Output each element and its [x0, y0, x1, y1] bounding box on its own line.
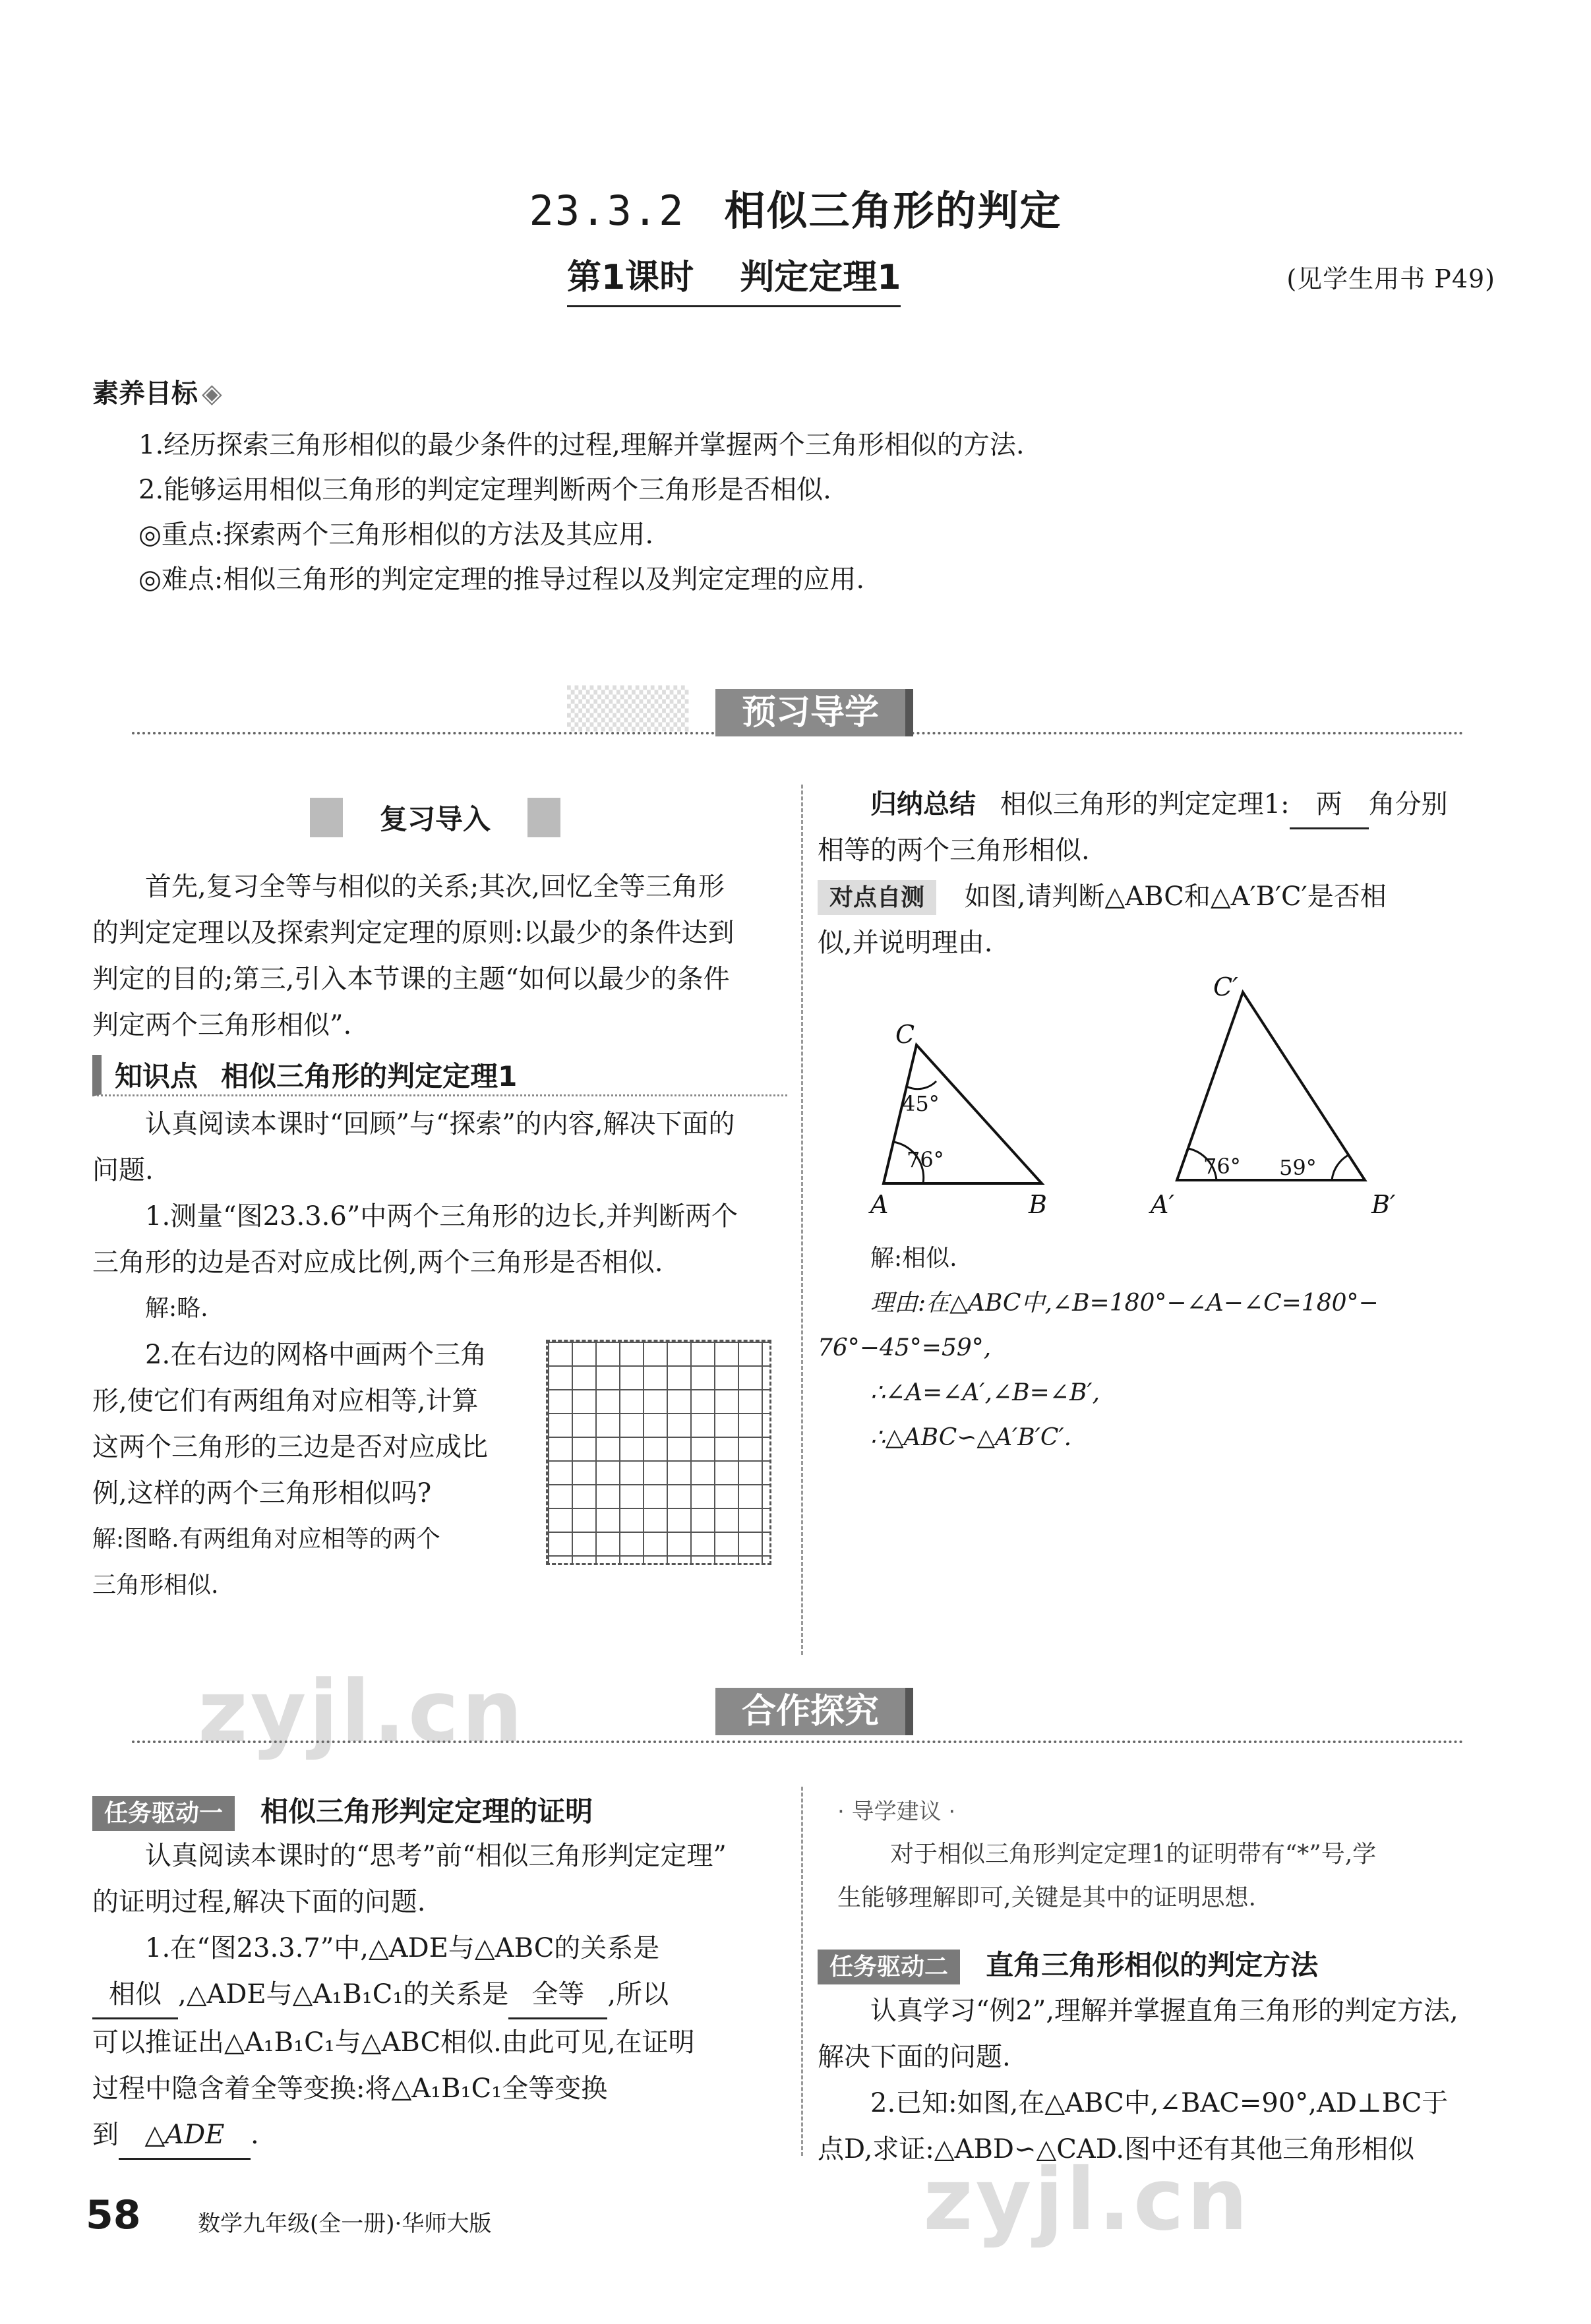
divider-line-2: [132, 1741, 1464, 1743]
task-1-heading: [92, 1790, 593, 1830]
summary-blank: 两: [1290, 781, 1369, 829]
question-2-line-4: 例,这样的两个三角形相似吗?: [92, 1478, 432, 1508]
lesson-subtitle: [567, 249, 901, 307]
review-line-2: 的判定定理以及探索判定定理的原则:以最少的条件达到: [92, 918, 735, 948]
blank-2: 全等: [508, 1971, 607, 2019]
summary-text-3: 相等的两个三角形相似.: [818, 835, 1090, 866]
answer-1: 解:略.: [145, 1295, 208, 1322]
summary-text-1: 相似三角形的判定定理1:: [1000, 789, 1290, 819]
goal-item-2: 2.能够运用相似三角形的判定定理判断两个三角形是否相似.: [138, 475, 831, 505]
question-2-line-3: 这两个三角形的三边是否对应成比: [92, 1432, 488, 1462]
task-1-body: [92, 1833, 778, 2160]
self-test-q2: 似,并说明理由.: [818, 928, 993, 958]
answer-2-line-1: 解:图略.有两组角对应相等的两个: [92, 1526, 440, 1553]
task-2-line-4: 点D,求证:△ABD∽△CAD.图中还有其他三角形相似: [818, 2134, 1415, 2164]
angle-c-arc: [907, 1081, 936, 1089]
blank-3: △ADE: [119, 2112, 251, 2160]
knowledge-heading: [92, 1055, 787, 1096]
label-c: C: [895, 1020, 915, 1049]
triangle-abc-prime: [1177, 992, 1365, 1180]
solution-reason-1: 理由:在△ABC中,∠B=180°−∠A−∠C=180°−: [870, 1290, 1379, 1317]
solution-reason-2: 76°−45°=59°,: [818, 1334, 992, 1361]
banner-cooperate: 合作探究: [715, 1688, 913, 1735]
banner-shadow: ▒▒▒▒: [567, 686, 689, 732]
solution-reason-3: ∴∠A=∠A′,∠B=∠B′,: [870, 1379, 1100, 1406]
review-line-4: 判定两个三角形相似”.: [92, 1010, 352, 1040]
question-2-line-2: 形,使它们有两组角对应相等,计算: [92, 1386, 479, 1416]
column-separator: [801, 785, 803, 1655]
knowledge-title: 相似三角形的判定定理1: [221, 1060, 518, 1092]
task-1-tag: 任务驱动一: [92, 1796, 235, 1831]
angle-b-prime-arc: [1332, 1155, 1348, 1180]
question-1b: 三角形的边是否对应成比例,两个三角形是否相似.: [92, 1247, 663, 1278]
drawing-grid: [546, 1340, 771, 1565]
answer-2-line-2: 三角形相似.: [92, 1572, 219, 1599]
guide-line-1: 对于相似三角形判定定理1的证明带有“*”号,学: [890, 1841, 1377, 1868]
review-line-1: 首先,复习全等与相似的关系;其次,回忆全等三角形: [145, 872, 725, 902]
self-test-q1: 如图,请判断△ABC和△A′B′C′是否相: [964, 881, 1387, 912]
watermark-bottom: zyjl.cn: [923, 2149, 1251, 2250]
angle-a-label: 76°: [907, 1147, 944, 1172]
difficult-point: ◎难点:相似三角形的判定定理的推导过程以及判定定理的应用.: [138, 564, 865, 595]
guide-text: [818, 1833, 1503, 1920]
task-2-tag: 任务驱动二: [818, 1950, 960, 1984]
task-1-intro-2: 的证明过程,解决下面的问题.: [92, 1887, 426, 1917]
guide-line-2: 生能够理解即可,关键是其中的证明思想.: [837, 1884, 1256, 1911]
banner-preview: 预习导学: [715, 689, 913, 736]
goals-heading-text: 素养目标: [92, 378, 198, 409]
angle-b-prime-label: 59°: [1279, 1155, 1317, 1180]
question-1a: 1.测量“图23.3.6”中两个三角形的边长,并判断两个: [145, 1201, 738, 1232]
task-2-line-1: 认真学习“例2”,理解并掌握直角三角形的判定方法,: [870, 1996, 1458, 2026]
label-b: B: [1029, 1190, 1047, 1219]
knowledge-intro-1: 认真阅读本课时“回顾”与“探索”的内容,解决下面的: [145, 1109, 735, 1139]
self-test-solution: [818, 1236, 1503, 1460]
task-1-line-5b: .: [251, 2120, 259, 2150]
knowledge-label: 知识点: [115, 1060, 198, 1092]
guide-label: · 导学建议 ·: [837, 1799, 956, 1825]
book-title: 数学九年级(全一册)·华师大版: [198, 2211, 492, 2237]
label-b-prime: B′: [1371, 1190, 1396, 1219]
lesson-label: 第1课时: [567, 258, 694, 297]
triangle-figure: [818, 969, 1503, 1226]
section-number: 23.3.2: [529, 187, 685, 235]
task-2-heading: [818, 1944, 1318, 1983]
summary: [870, 781, 1503, 829]
page-number: 58: [86, 2192, 141, 2238]
lesson-title: 判定定理1: [740, 258, 901, 297]
self-test: [818, 874, 1503, 921]
angle-c-label: 45°: [902, 1091, 940, 1116]
angle-a-prime-label: 76°: [1203, 1154, 1241, 1179]
task-1-line-2b: ,所以: [607, 1979, 669, 2010]
knowledge-body: [92, 1101, 778, 1332]
task-1-line-5a: 到: [92, 2120, 119, 2150]
self-test-label: 对点自测: [818, 880, 936, 915]
task-1-line-1: 1.在“图23.3.7”中,△ADE与△ABC的关系是: [145, 1933, 660, 1963]
task-1-title: 相似三角形判定定理的证明: [260, 1795, 593, 1828]
goal-item-1: 1.经历探索三角形相似的最少条件的过程,理解并掌握两个三角形相似的方法.: [138, 430, 1025, 460]
column-separator-2: [801, 1787, 803, 2156]
task-2-line-2: 解决下面的问题.: [818, 2042, 1011, 2072]
summary-label: 归纳总结: [870, 789, 976, 819]
summary-text-2: 角分别: [1368, 789, 1448, 819]
question-2-line-1: 2.在右边的网格中画两个三角: [145, 1340, 487, 1370]
task-2-line-3: 2.已知:如图,在△ABC中,∠BAC=90°,AD⊥BC于: [870, 2088, 1449, 2118]
section-title: [0, 178, 1591, 237]
solution-reason-4: ∴△ABC∽△A′B′C′.: [870, 1424, 1072, 1451]
knowledge-intro-2: 问题.: [92, 1155, 154, 1185]
watermark-top: zyjl.cn: [198, 1661, 525, 1762]
task-2-title: 直角三角形相似的判定方法: [986, 1949, 1319, 1981]
task-1-line-3: 可以推证出△A₁B₁C₁与△ABC相似.由此可见,在证明: [92, 2027, 695, 2058]
label-c-prime: C′: [1213, 972, 1238, 1001]
task-1-line-4: 过程中隐含着全等变换:将△A₁B₁C₁全等变换: [92, 2073, 608, 2104]
review-heading: 复习导入: [310, 798, 560, 837]
goals-heading: [92, 372, 222, 410]
review-line-3: 判定的目的;第三,引入本节课的主题“如何以最少的条件: [92, 964, 730, 994]
diamond-icon: ◈: [202, 378, 222, 409]
task-2-body: [818, 1988, 1503, 2172]
book-reference: (见学生用书 P49): [1286, 264, 1495, 293]
review-text: [92, 864, 778, 1048]
key-point: ◎重点:探索两个三角形相似的方法及其应用.: [138, 520, 654, 550]
label-a: A: [870, 1190, 889, 1219]
task-1-intro-1: 认真阅读本课时的“思考”前“相似三角形判定定理”: [145, 1841, 727, 1871]
label-a-prime: A′: [1151, 1190, 1175, 1219]
solution-answer: 解:相似.: [870, 1245, 957, 1272]
section-title-text: 相似三角形的判定: [724, 187, 1062, 235]
blank-1: 相似: [92, 1971, 178, 2019]
task-1-line-2a: ,△ADE与△A₁B₁C₁的关系是: [178, 1979, 509, 2010]
question-2: [92, 1332, 554, 1609]
